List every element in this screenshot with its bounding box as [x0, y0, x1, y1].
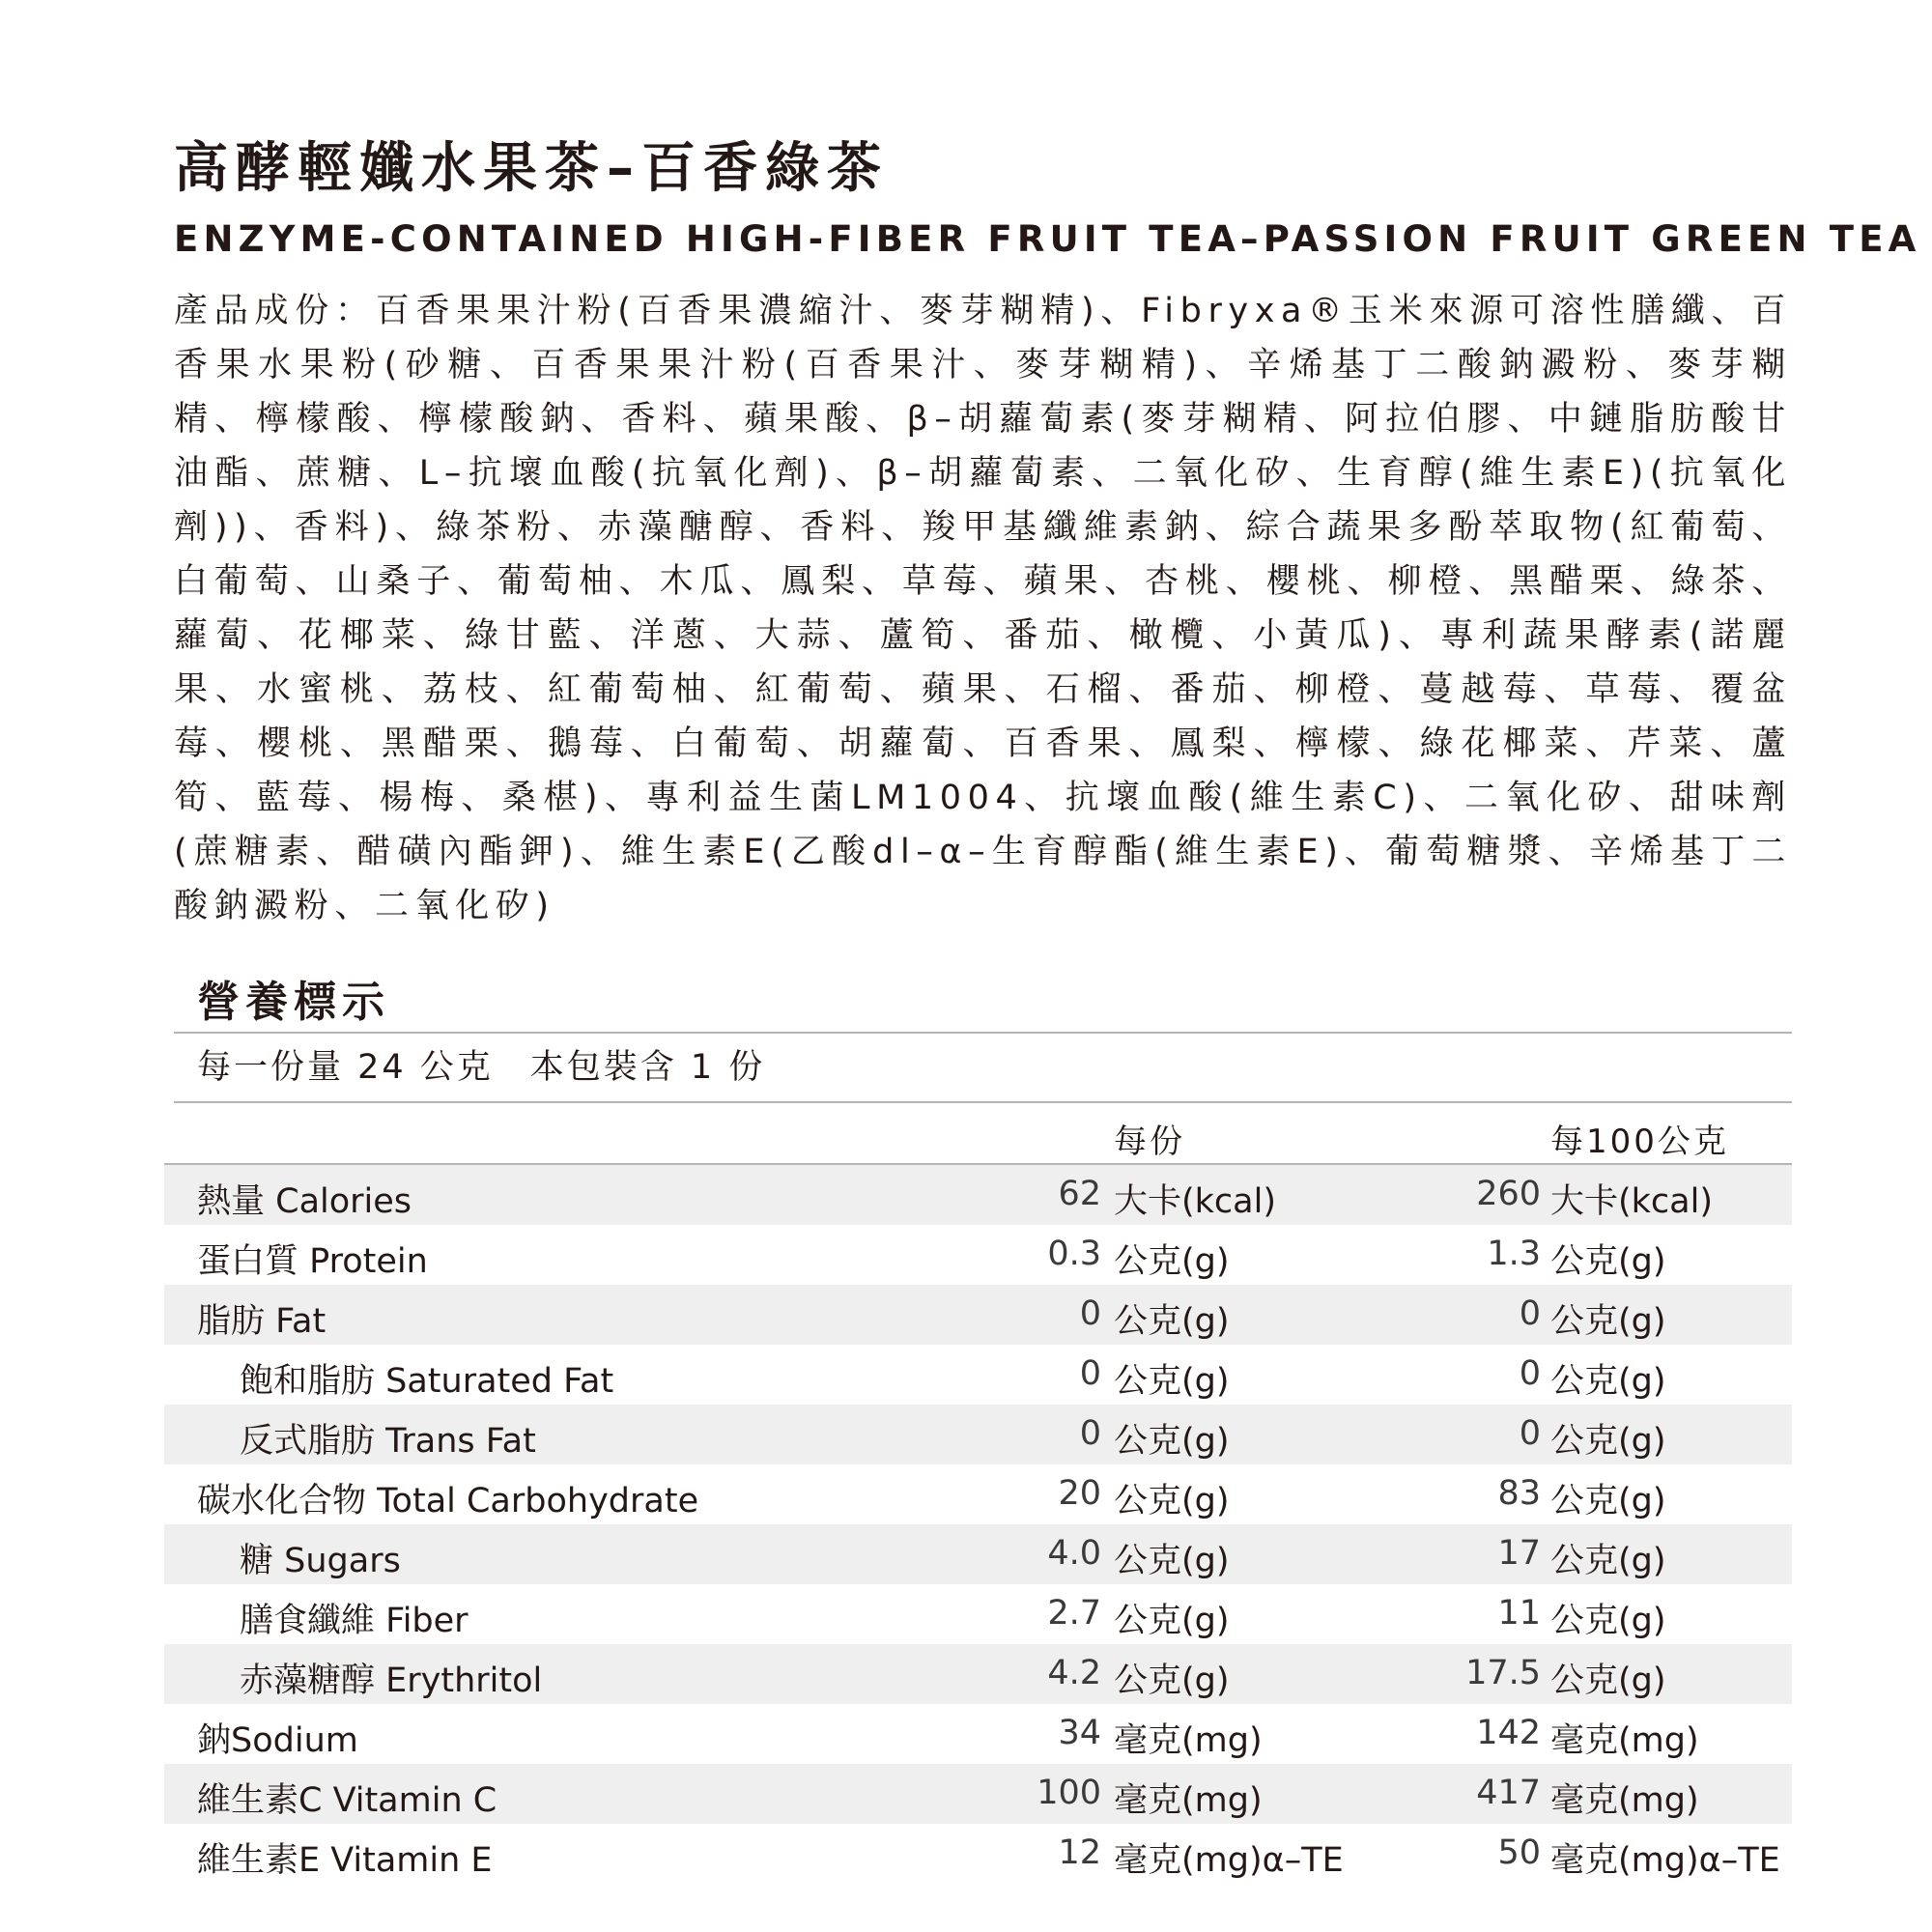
value-per-100g: 17 [1497, 1534, 1541, 1573]
value-per-serving: 0 [1079, 1414, 1101, 1453]
value-per-serving: 100 [1037, 1774, 1101, 1812]
nutrition-table [164, 1163, 1792, 1884]
unit-per-serving: 公克(g) [1114, 1602, 1230, 1640]
unit-per-100g: 公克(g) [1550, 1542, 1666, 1580]
unit-per-serving: 公克(g) [1114, 1482, 1230, 1520]
unit-per-serving: 毫克(mg) [1114, 1721, 1263, 1760]
table-row [164, 1285, 1792, 1345]
unit-per-serving: 大卡(kcal) [1114, 1182, 1276, 1221]
nutrient-name: 碳水化合物 Total Carbohydrate [197, 1482, 699, 1520]
unit-per-100g: 公克(g) [1550, 1242, 1666, 1281]
nutrient-name: 維生素C Vitamin C [197, 1781, 497, 1820]
serving-size: 每一份量 24 公克 本包裝含 1 份 [197, 1048, 766, 1087]
value-per-100g: 17.5 [1465, 1654, 1541, 1692]
nutrient-name: 膳食纖維 Fiber [240, 1602, 469, 1640]
unit-per-100g: 毫克(mg) [1550, 1721, 1699, 1760]
unit-per-serving: 公克(g) [1114, 1242, 1230, 1281]
unit-per-100g: 毫克(mg) [1550, 1781, 1699, 1820]
table-row [164, 1524, 1792, 1584]
nutrient-name: 糖 Sugars [240, 1542, 401, 1580]
value-per-serving: 62 [1058, 1175, 1101, 1213]
value-per-serving: 4.0 [1047, 1534, 1101, 1573]
unit-per-100g: 公克(g) [1550, 1482, 1666, 1520]
value-per-100g: 417 [1476, 1774, 1541, 1812]
nutrient-name: 維生素E Vitamin E [197, 1841, 493, 1880]
value-per-100g: 50 [1497, 1833, 1541, 1872]
unit-per-serving: 公克(g) [1114, 1662, 1230, 1700]
unit-per-serving: 公克(g) [1114, 1422, 1230, 1461]
table-row [164, 1644, 1792, 1704]
value-per-100g: 83 [1497, 1474, 1541, 1513]
column-header-per-serving: 每份 [1114, 1122, 1185, 1161]
unit-per-100g: 公克(g) [1550, 1422, 1666, 1461]
unit-per-serving: 毫克(mg) [1114, 1781, 1263, 1820]
value-per-serving: 12 [1058, 1833, 1101, 1872]
ingredients-text: 產品成份：百香果果汁粉(百香果濃縮汁、麥芽糊精)、Fibryxa®玉米來源可溶性膳纖、百香果水果粉(砂糖、百香果果汁粉(百香果汁、麥芽糊精)、辛烯基丁二酸鈉澱粉、麥芽糊精、檸檬酸、檸檬酸鈉、香料、蘋果酸、β–胡蘿蔔素(麥芽糊精、阿拉伯膠、中鏈脂肪酸甘油酯、蔗糖、L–抗壞血酸(抗氧化劑)、β–胡蘿蔔素、二氧化矽、生育醇(維生素E)(抗氧化劑))、香料)、綠茶粉、赤藻醣醇、香料、羧甲基纖維素鈉、綜合蔬果多酚萃取物(紅葡萄、白葡萄、山桑子、葡萄柚、木瓜、鳳梨、草莓、蘋果、杏桃、櫻桃、柳橙、黑醋栗、綠茶、蘿蔔、花椰菜、綠甘藍、洋蔥、大蒜、蘆筍、番茄、橄欖、小黃瓜)、專利蔬果酵素(諾麗果、水蜜桃、荔枝、紅葡萄柚、紅葡萄、蘋果、石榴、番茄、柳橙、蔓越莓、草莓、覆盆莓、櫻桃、黑醋栗、鵝莓、白葡萄、胡蘿蔔、百香果、鳳梨、檸檬、綠花椰菜、芹菜、蘆筍、藍莓、楊梅、桑椹)、專利益生菌LM1004、抗壞血酸(維生素C)、二氧化矽、甜味劑(蔗糖素、醋磺內酯鉀)、維生素E(乙酸dl–α–生育醇酯(維生素E)、葡萄糖漿、辛烯基丁二酸鈉澱粉、二氧化矽) [174, 292, 1792, 925]
value-per-100g: 142 [1476, 1714, 1541, 1752]
nutrient-name: 赤藻糖醇 Erythritol [240, 1662, 543, 1700]
value-per-100g: 11 [1497, 1594, 1541, 1633]
unit-per-serving: 公克(g) [1114, 1542, 1230, 1580]
column-header-per-100g: 每100公克 [1550, 1122, 1729, 1161]
value-per-serving: 2.7 [1047, 1594, 1101, 1633]
value-per-serving: 0.3 [1047, 1235, 1101, 1273]
unit-per-serving: 毫克(mg)α–TE [1114, 1841, 1344, 1880]
value-per-serving: 34 [1058, 1714, 1101, 1752]
nutrition-table-header [174, 1103, 1792, 1163]
table-row [164, 1345, 1792, 1405]
unit-per-100g: 大卡(kcal) [1550, 1182, 1713, 1221]
unit-per-100g: 公克(g) [1550, 1602, 1666, 1640]
table-row [164, 1764, 1792, 1824]
nutrient-name: 反式脂肪 Trans Fat [240, 1422, 536, 1461]
nutrient-name: 脂肪 Fat [197, 1302, 327, 1341]
value-per-100g: 0 [1519, 1414, 1541, 1453]
nutrient-name: 熱量 Calories [197, 1182, 412, 1221]
value-per-serving: 0 [1079, 1294, 1101, 1333]
value-per-100g: 0 [1519, 1354, 1541, 1393]
table-row [164, 1584, 1792, 1644]
table-row [164, 1824, 1792, 1884]
nutrient-name: 鈉Sodium [197, 1721, 358, 1760]
table-row [164, 1165, 1792, 1225]
unit-per-100g: 公克(g) [1550, 1362, 1666, 1401]
unit-per-serving: 公克(g) [1114, 1302, 1230, 1341]
value-per-serving: 0 [1079, 1354, 1101, 1393]
product-label [174, 135, 1921, 1884]
product-title-en: ENZYME-CONTAINED HIGH-FIBER FRUIT TEA–PASSION FRUIT GREEN TEA [174, 218, 1921, 260]
product-title-zh: 高酵輕孅水果茶–百香綠茶 [174, 137, 889, 200]
unit-per-100g: 毫克(mg)α–TE [1550, 1841, 1780, 1880]
value-per-100g: 260 [1476, 1175, 1541, 1213]
unit-per-100g: 公克(g) [1550, 1662, 1666, 1700]
value-per-serving: 4.2 [1047, 1654, 1101, 1692]
table-row [164, 1464, 1792, 1524]
value-per-100g: 1.3 [1487, 1235, 1541, 1273]
value-per-serving: 20 [1058, 1474, 1101, 1513]
unit-per-serving: 公克(g) [1114, 1362, 1230, 1401]
table-row [164, 1704, 1792, 1764]
nutrition-title: 營養標示 [197, 978, 390, 1027]
table-row [164, 1405, 1792, 1464]
value-per-100g: 0 [1519, 1294, 1541, 1333]
nutrient-name: 飽和脂肪 Saturated Fat [240, 1362, 614, 1401]
table-row [164, 1225, 1792, 1285]
nutrient-name: 蛋白質 Protein [197, 1242, 428, 1281]
unit-per-100g: 公克(g) [1550, 1302, 1666, 1341]
